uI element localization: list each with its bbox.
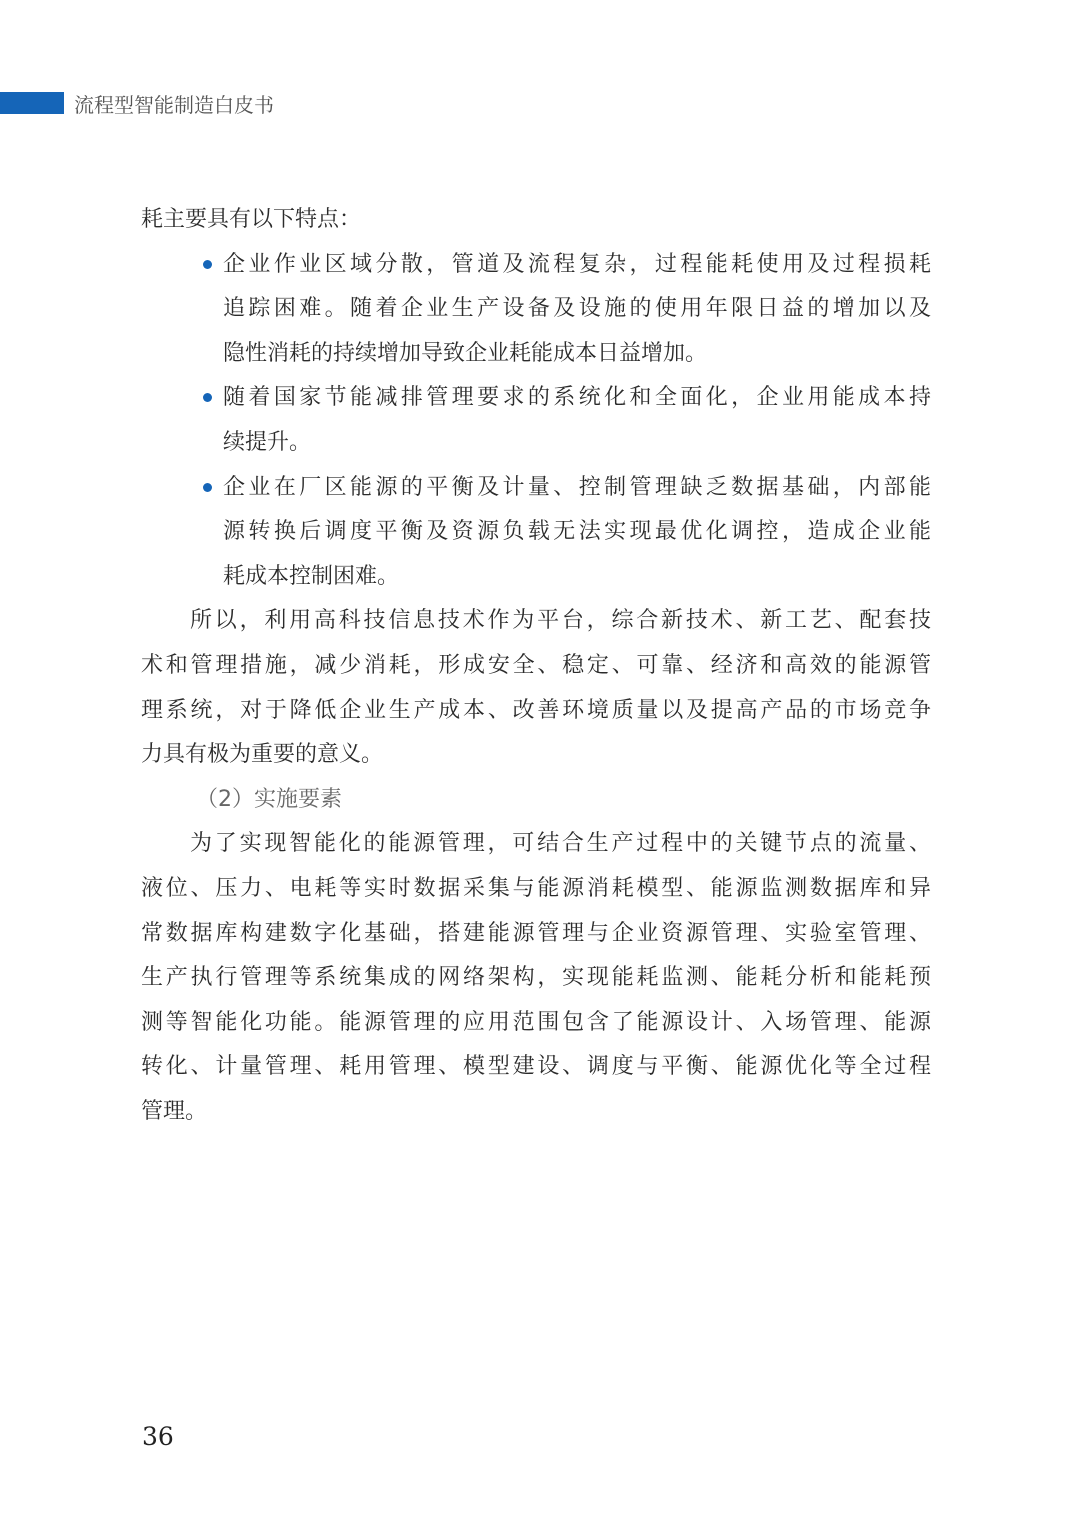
- bullet-line: 续提升。: [223, 429, 312, 455]
- paragraph-line: 理系统，对于降低企业生产成本、改善环境质量以及提高产品的市场竞争: [141, 697, 931, 723]
- bullet-line: 企业在厂区能源的平衡及计量、控制管理缺乏数据基础，内部能: [223, 474, 931, 500]
- bullet-dot-icon: [203, 483, 212, 492]
- section-subheading: （2）实施要素: [196, 786, 342, 812]
- running-header-title: 流程型智能制造白皮书: [74, 93, 274, 117]
- header-accent-bar: [0, 92, 64, 114]
- bullet-line: 隐性消耗的持续增加导致企业耗能成本日益增加。: [223, 340, 708, 366]
- bullet-line: 耗成本控制困难。: [223, 563, 400, 589]
- bullet-line: 追踪困难。随着企业生产设备及设施的使用年限日益的增加以及: [223, 296, 931, 322]
- bullet-item: [141, 376, 931, 465]
- paragraph-line: 术和管理措施，减少消耗，形成安全、稳定、可靠、经济和高效的能源管: [141, 652, 931, 678]
- paragraph-line: 液位、压力、电耗等实时数据采集与能源消耗模型、能源监测数据库和异: [141, 875, 931, 901]
- bullet-item: [141, 466, 931, 600]
- paragraph-line: 生产执行管理等系统集成的网络架构，实现能耗监测、能耗分析和能耗预: [141, 965, 931, 991]
- page-body: [141, 198, 931, 1134]
- bullet-dot-icon: [203, 260, 212, 269]
- page-number: 36: [142, 1422, 174, 1451]
- paragraph-line: 所以，利用高科技信息技术作为平台，综合新技术、新工艺、配套技: [190, 608, 931, 634]
- paragraph-line: 力具有极为重要的意义。: [141, 742, 384, 768]
- paragraph-implementation: [141, 822, 931, 1134]
- paragraph-significance: [141, 599, 931, 777]
- bullet-dot-icon: [203, 393, 212, 402]
- bullet-line: 随着国家节能减排管理要求的系统化和全面化，企业用能成本持: [223, 385, 931, 411]
- bullet-line: 源转换后调度平衡及资源负载无法实现最优化调控，造成企业能: [223, 519, 931, 545]
- paragraph-line: 常数据库构建数字化基础，搭建能源管理与企业资源管理、实验室管理、: [141, 920, 931, 946]
- intro-line: 耗主要具有以下特点：: [141, 207, 362, 232]
- paragraph-line: 为了实现智能化的能源管理，可结合生产过程中的关键节点的流量、: [190, 831, 931, 857]
- bullet-line: 企业作业区域分散，管道及流程复杂，过程能耗使用及过程损耗: [223, 251, 931, 277]
- paragraph-line: 测等智能化功能。能源管理的应用范围包含了能源设计、入场管理、能源: [141, 1009, 931, 1035]
- bullet-item: [141, 243, 931, 377]
- paragraph-line: 转化、计量管理、耗用管理、模型建设、调度与平衡、能源优化等全过程: [141, 1054, 931, 1080]
- paragraph-line: 管理。: [141, 1098, 208, 1124]
